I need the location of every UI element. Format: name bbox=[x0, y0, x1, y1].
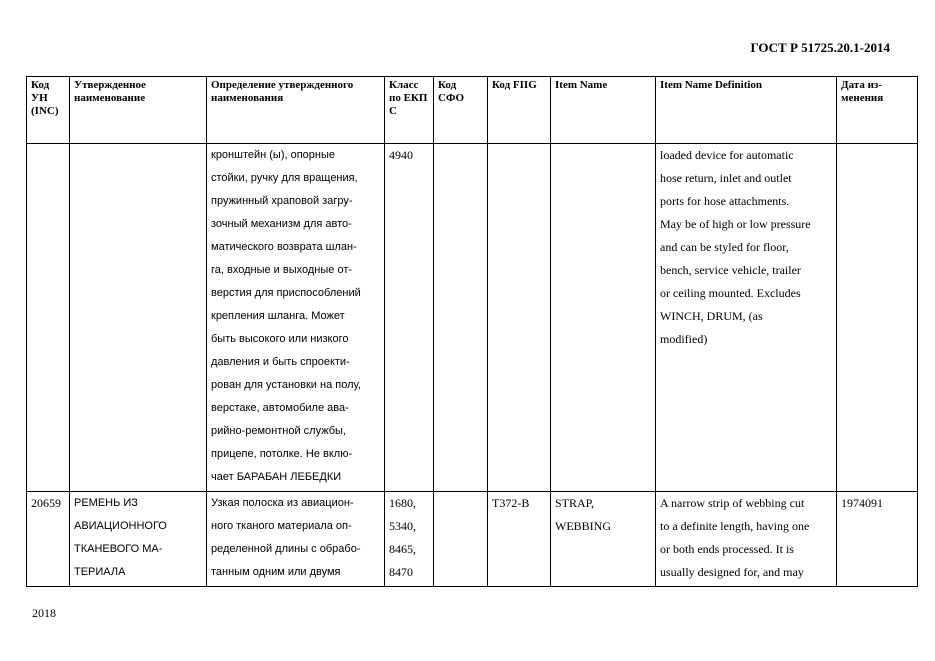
cell-line: WINCH, DRUM, (as bbox=[660, 309, 763, 323]
cell-line: to a definite length, having one bbox=[660, 519, 810, 533]
cell-line: or both ends processed. It is bbox=[660, 542, 794, 556]
cell-inc bbox=[27, 492, 70, 587]
cell-line: пружинный храповой загру- bbox=[211, 195, 353, 207]
cell-approved-name bbox=[70, 144, 207, 492]
cell-line: STRAP, bbox=[555, 496, 595, 510]
cell-line: 8470 bbox=[389, 565, 413, 579]
cell-line: ТКАНЕВОГО МА- bbox=[74, 543, 163, 555]
cell-line: РЕМЕНЬ ИЗ bbox=[74, 497, 138, 509]
cell-line: АВИАЦИОННОГО bbox=[74, 520, 167, 532]
cell-line: быть высокого или низкого bbox=[211, 333, 349, 345]
cell-item-name bbox=[551, 492, 656, 587]
cell-item-name bbox=[551, 144, 656, 492]
cell-fiig bbox=[488, 492, 551, 587]
cell-line: usually designed for, and may bbox=[660, 565, 804, 579]
column-header-change-date: Дата из-менения bbox=[837, 77, 918, 144]
cell-definition bbox=[207, 144, 385, 492]
cell-line: га, входные и выходные от- bbox=[211, 264, 353, 276]
table-row bbox=[27, 144, 918, 492]
cell-item-definition bbox=[656, 144, 837, 492]
cell-definition bbox=[207, 492, 385, 587]
cell-line: ределенной длины с обрабо- bbox=[211, 543, 361, 555]
cell-line: крепления шланга. Может bbox=[211, 310, 345, 322]
cell-line: 1680, bbox=[389, 496, 416, 510]
column-header-sfo: Код СФО bbox=[434, 77, 488, 144]
column-header-class: Класс по ЕКП С bbox=[385, 77, 434, 144]
cell-class bbox=[385, 144, 434, 492]
cell-text: 20659 bbox=[31, 496, 61, 510]
cell-line: bench, service vehicle, trailer bbox=[660, 263, 801, 277]
cell-fiig bbox=[488, 144, 551, 492]
cell-approved-name bbox=[70, 492, 207, 587]
cell-line: Узкая полоска из авиацион- bbox=[211, 497, 354, 509]
cell-line: 5340, bbox=[389, 519, 416, 533]
column-header-fiig: Код FIIG bbox=[488, 77, 551, 144]
cell-line: верстия для приспособлений bbox=[211, 287, 361, 299]
column-header-item-name: Item Name bbox=[551, 77, 656, 144]
cell-class bbox=[385, 492, 434, 587]
cell-line: hose return, inlet and outlet bbox=[660, 171, 792, 185]
cell-line: рован для установки на полу, bbox=[211, 379, 361, 391]
cell-line: or ceiling mounted. Excludes bbox=[660, 286, 801, 300]
cell-line: давления и быть спроекти- bbox=[211, 356, 350, 368]
cell-line: зочный механизм для авто- bbox=[211, 218, 352, 230]
cell-inc bbox=[27, 144, 70, 492]
cell-line: ports for hose attachments. bbox=[660, 194, 790, 208]
cell-sfo bbox=[434, 144, 488, 492]
cell-line: стойки, ручку для вращения, bbox=[211, 172, 358, 184]
cell-change-date bbox=[837, 492, 918, 587]
column-header-approved-name: Утвержденное наименование bbox=[70, 77, 207, 144]
column-header-definition: Определение утвержденного наименования bbox=[207, 77, 385, 144]
cell-text: 1974091 bbox=[841, 496, 883, 510]
cell-line: A narrow strip of webbing cut bbox=[660, 496, 805, 510]
cell-line: ТЕРИАЛА bbox=[74, 566, 126, 578]
table-header-row bbox=[27, 77, 918, 144]
cell-line: чает БАРАБАН ЛЕБЕДКИ bbox=[211, 471, 342, 483]
column-header-item-name-definition: Item Name Definition bbox=[656, 77, 837, 144]
cell-sfo bbox=[434, 492, 488, 587]
cell-line: and can be styled for floor, bbox=[660, 240, 789, 254]
document-id: ГОСТ Р 51725.20.1-2014 bbox=[750, 40, 890, 55]
table-row bbox=[27, 492, 918, 587]
page-number: 2018 bbox=[32, 606, 56, 620]
cell-line: верстаке, автомобиле ава- bbox=[211, 402, 349, 414]
cell-line: modified) bbox=[660, 332, 708, 346]
catalog-table bbox=[26, 76, 918, 587]
cell-text: T372-B bbox=[492, 496, 530, 510]
cell-line: прицепе, потолке. Не вклю- bbox=[211, 448, 353, 460]
cell-line: 4940 bbox=[389, 148, 413, 162]
cell-line: кронштейн (ы), опорные bbox=[211, 149, 336, 161]
cell-item-definition bbox=[656, 492, 837, 587]
cell-line: танным одним или двумя bbox=[211, 566, 341, 578]
cell-line: WEBBING bbox=[555, 519, 611, 533]
cell-line: рийно-ремонтной службы, bbox=[211, 425, 346, 437]
cell-line: ного тканого материала оп- bbox=[211, 520, 352, 532]
cell-change-date bbox=[837, 144, 918, 492]
cell-line: 8465, bbox=[389, 542, 416, 556]
cell-line: May be of high or low pressure bbox=[660, 217, 811, 231]
column-header-inc: Код УН (INC) bbox=[27, 77, 70, 144]
cell-line: матического возврата шлан- bbox=[211, 241, 357, 253]
cell-line: loaded device for automatic bbox=[660, 148, 794, 162]
